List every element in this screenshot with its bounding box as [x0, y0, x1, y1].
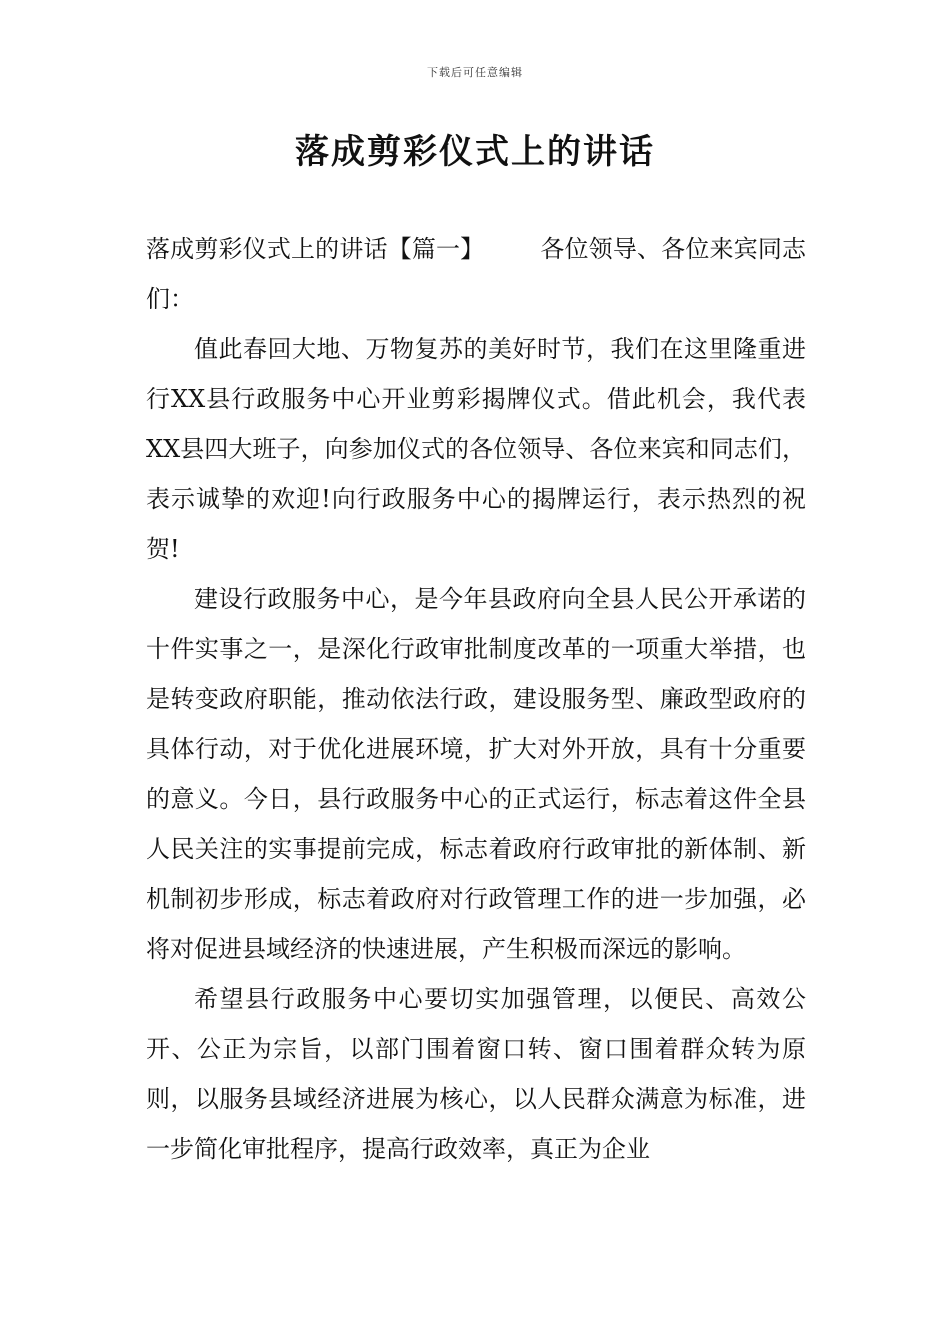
paragraph-1: 值此春回大地、万物复苏的美好时节，我们在这里隆重进行XX县行政服务中心开业剪彩揭牌仪式。借此机会，我代表XX县四大班子，向参加仪式的各位领导、各位来宾和同志们，表示诚挚的欢迎!向行政服务中心的揭牌运行，表示热烈的祝贺!	[146, 335, 806, 563]
section-subhead: 落成剪彩仪式上的讲话【篇一】	[146, 235, 485, 263]
document-title: 落成剪彩仪式上的讲话	[295, 132, 655, 172]
paragraph-3: 希望县行政服务中心要切实加强管理，以便民、高效公开、公正为宗旨，以部门围着窗口转、窗口围着群众转为原则，以服务县域经济进展为核心，以人民群众满意为标准，进一步简化审批程序，提高行政效率，真正为企业	[146, 985, 806, 1163]
page-header: 下载后可任意编辑	[427, 66, 523, 79]
paragraph-2: 建设行政服务中心，是今年县政府向全县人民公开承诺的十件实事之一，是深化行政审批制度改革的一项重大举措，也是转变政府职能，推动依法行政，建设服务型、廉政型政府的具体行动，对于优化进展环境，扩大对外开放，具有十分重要的意义。今日，县行政服务中心的正式运行，标志着这件全县人民关注的实事提前完成，标志着政府行政审批的新体制、新机制初步形成，标志着政府对行政管理工作的进一步加强，必将对促进县域经济的快速进展，产生积极而深远的影响。	[146, 585, 806, 963]
greeting: 各位领导、各位来宾同志们：	[146, 235, 807, 313]
document-body	[146, 224, 806, 1174]
opening-line	[146, 224, 806, 324]
